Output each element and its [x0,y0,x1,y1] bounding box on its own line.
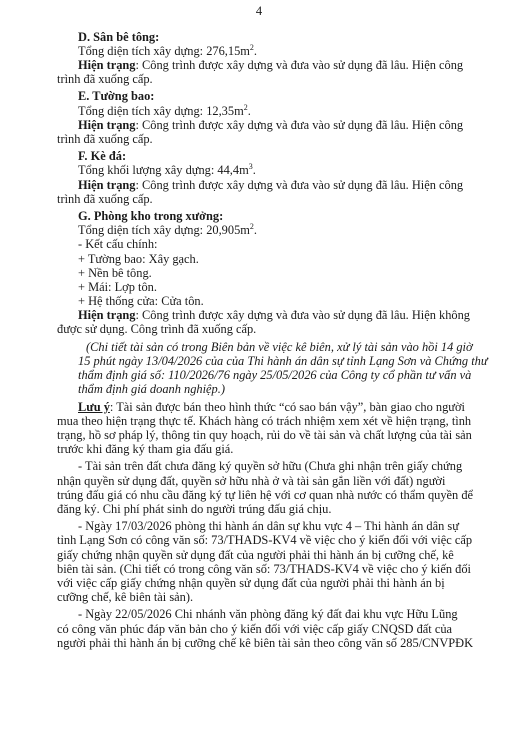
dispatch-1-line: - Ngày 17/03/2026 phòng thi hành án dân sự khu vực 4 – Thi hành án dân sự [78,519,459,534]
section-e-heading: E. Tường bao: [78,89,155,104]
dispatch-1-line: với việc cấp giấy chứng nhận quyền sử dụng đất của người phải thi hành án bị [57,575,445,590]
dispatch-1-line: biên tài sản. (Chi tiết có trong công văn số: 73/THADS-KV4 về việc cho ý kiến đối [57,561,471,576]
dispatch-2-line: - Ngày 22/05/2026 Chi nhánh văn phòng đăng ký đất đai khu vực Hữu Lũng [78,607,458,622]
section-g-item: + Hệ thống cửa: Cửa tôn. [78,293,204,308]
note-line: trạng, hồ sơ pháp lý, thông tin quy hoạch, rủi do về tài sản và chất lượng của tài sản [57,427,472,442]
detail-note-line: 15 phút ngày 13/04/2026 của của Thi hành án dân sự tỉnh Lạng Sơn và Chứng thư [78,353,488,368]
section-d-status: Hiện trạng: Công trình được xây dựng và đưa vào sử dụng đã lâu. Hiện công [78,57,464,72]
detail-note-line: (Chi tiết tài sản có trong Biên bản về việc kê biên, xử lý tài sản vào hồi 14 giờ [86,339,473,354]
dispatch-2-line: có công văn phúc đáp văn bản cho ý kiến đối với việc cấp giấy CNQSD đất của [57,621,453,636]
section-d-status-cont: trình đã xuống cấp. [57,71,153,86]
dispatch-1-line: tỉnh Lạng Sơn có công văn số: 73/THADS-KV4 về việc cho ý kiến đối với việc cấp [57,533,473,548]
dispatch-1-line: cưỡng chế, kê biên tài sản). [57,589,194,604]
section-g-heading: G. Phòng kho trong xưởng: [78,209,224,224]
section-f-volume: Tổng khối lượng xây dựng: $44,4m^3$. [78,162,256,178]
land-note-line: nhận quyền sử dụng đất, quyền sở hữu nhà ở và tài sản gắn liền với đất) người [57,473,446,488]
section-g-status: Hiện trạng: Công trình được xây dựng và đưa vào sử dụng đã lâu. Hiện không [78,307,471,322]
section-g-item: + Tường bao: Xây gạch. [78,251,199,266]
section-e-area: Tổng diện tích xây dựng: $12,35m^2$. [78,102,251,118]
detail-note-line: thẩm định giá doanh nghiệp.) [78,381,225,396]
section-f-heading: F. Kè đá: [78,149,127,164]
section-g-status-cont: được sử dụng. Công trình đã xuống cấp. [57,322,257,336]
section-f-status: Hiện trạng: Công trình được xây dựng và đưa vào sử dụng đã lâu. Hiện công [78,177,464,192]
dispatch-1-line: giấy chứng nhận quyền sử dụng đất của người phải thi hành án bị cưỡng chế, kê [57,547,454,562]
note-line: mua theo hiện trạng thực tế. Khách hàng có trách nhiệm xem xét về hiện trạng, tình [57,413,472,428]
note-first-line: Lưu ý: Tài sản được bán theo hình thức “có sao bán vậy”, bàn giao cho người [78,399,465,414]
section-g-item: + Mái: Lợp tôn. [78,279,157,294]
section-d-area: Tổng diện tích xây dựng: $276,15m^2$. [78,42,258,58]
page-number: 4 [255,4,263,18]
section-g-structure-title: - Kết cấu chính: [78,237,158,252]
land-note-line: trúng đấu giá có nhu cầu đăng ký tự liên hệ với cơ quan nhà nước có thẩm quyền để [57,487,474,502]
section-g-area: Tổng diện tích xây dựng: $20,905m^2$. [78,222,258,238]
section-f-status-cont: trình đã xuống cấp. [57,191,153,206]
note-line: trước khi đăng ký tham gia đấu giá. [57,441,234,456]
land-note-line: - Tài sản trên đất chưa đăng ký quyền sở hữu (Chưa ghi nhận trên giấy chứng [78,459,463,474]
section-g-item: + Nền bê tông. [78,265,152,280]
land-note-line: đăng ký. Chi phí phát sinh do người trúng đấu giá chịu. [57,501,332,516]
section-d-heading: D. Sân bê tông: [78,29,160,44]
dispatch-2-line: người phải thi hành án bị cưỡng chế kê biên tài sản theo công văn số 285/CNVPĐK [57,635,474,650]
section-e-status-cont: trình đã xuống cấp. [57,131,153,146]
detail-note-line: thẩm định giá số: 110/2026/76 ngày 25/05/2026 của Công ty cổ phần tư vấn và [78,367,472,382]
section-e-status: Hiện trạng: Công trình được xây dựng và đưa vào sử dụng đã lâu. Hiện công [78,117,464,132]
